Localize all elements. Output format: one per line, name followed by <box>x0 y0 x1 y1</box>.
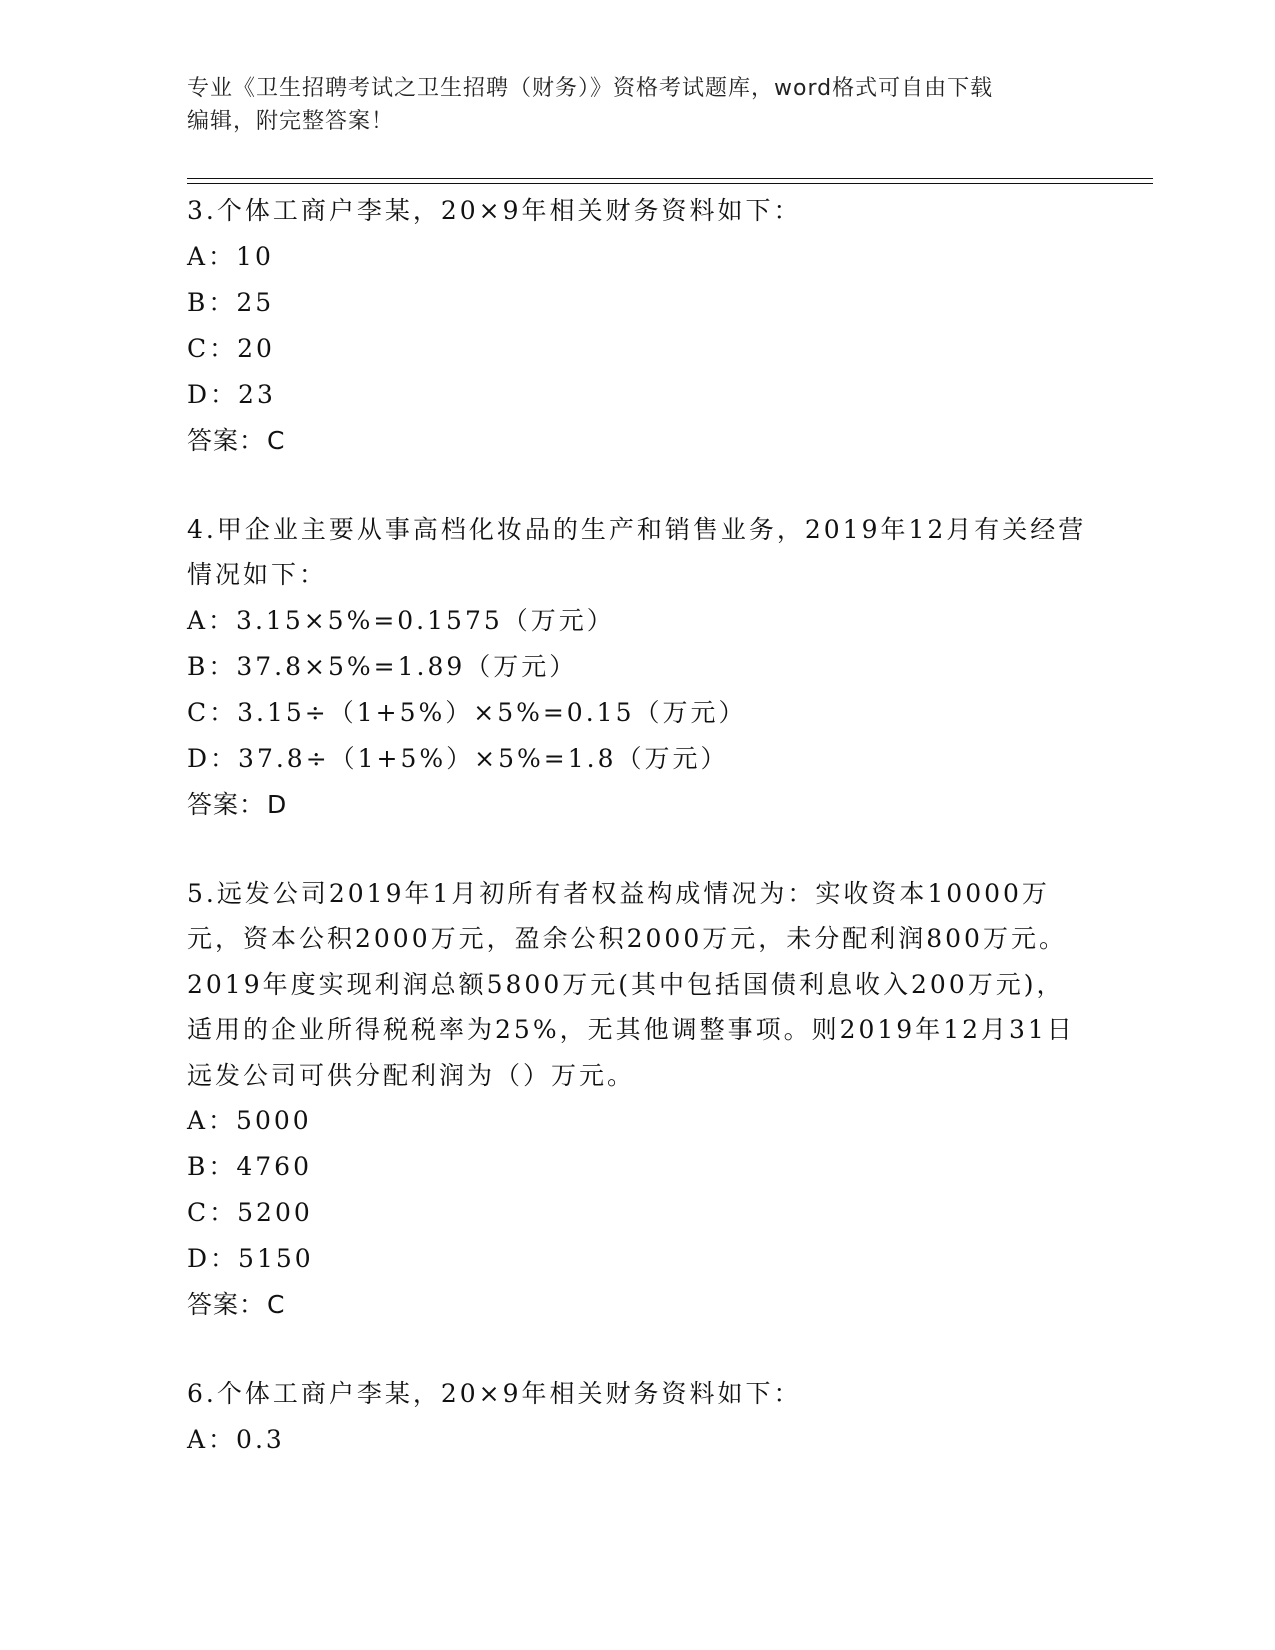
option-d: D：5150 <box>187 1244 314 1273</box>
option-c: C：3.15÷（1+5%）×5%=0.15（万元） <box>187 697 747 727</box>
header-divider-bottom <box>187 183 1153 184</box>
option-c: C：20 <box>187 333 275 363</box>
option-a: A：3.15×5%=0.1575（万元） <box>187 605 615 635</box>
answer-value: C <box>267 1290 286 1319</box>
question-text: 3.个体工商户李某，20×9年相关财务资料如下： <box>187 196 802 225</box>
option-a: A：10 <box>187 241 274 271</box>
header-divider-top <box>187 178 1153 179</box>
answer-label: 答案： <box>187 1290 266 1319</box>
header-title-line-2: 编辑，附完整答案！ <box>187 109 395 134</box>
answer-value: C <box>267 425 286 455</box>
question-item <box>187 871 1087 1329</box>
option-a: A：5000 <box>187 1106 312 1135</box>
question-text: 4.甲企业主要从事高档化妆品的生产和销售业务，2019年12月有关经营情况如下： <box>187 514 1087 589</box>
option-d: D：23 <box>187 379 276 409</box>
answer-label: 答案： <box>187 789 266 819</box>
question-item <box>187 1371 1087 1463</box>
option-c: C：5200 <box>187 1198 313 1227</box>
document-header <box>187 72 1087 138</box>
option-d: D：37.8÷（1+5%）×5%=1.8（万元） <box>187 743 729 773</box>
header-title-line-1: 专业《卫生招聘考试之卫生招聘（财务）》资格考试题库，word格式可自由下载 <box>187 76 994 101</box>
answer-value: D <box>267 789 288 819</box>
question-item <box>187 188 1087 464</box>
question-text: 5.远发公司2019年1月初所有者权益构成情况为：实收资本10000万元，资本公积2000万元，盈余公积2000万元，未分配利润800万元。2019年度实现利润总额5800万元(其中包括国债利息收入200万元)，适用的企业所得税税率为25%，无其他调整事项。则2019年12月31日远发公司可供分配利润为（）万元。 <box>187 878 1075 1090</box>
option-b: B：25 <box>187 287 275 317</box>
question-list <box>187 188 1087 1463</box>
question-item <box>187 507 1087 828</box>
answer-line <box>187 1282 1087 1328</box>
answer-line <box>187 782 1087 828</box>
answer-line <box>187 418 1087 464</box>
answer-label: 答案： <box>187 425 266 455</box>
option-b: B：37.8×5%=1.89（万元） <box>187 651 578 681</box>
question-text: 6.个体工商户李某，20×9年相关财务资料如下： <box>187 1379 802 1408</box>
option-a: A：0.3 <box>187 1424 285 1454</box>
option-b: B：4760 <box>187 1152 312 1181</box>
